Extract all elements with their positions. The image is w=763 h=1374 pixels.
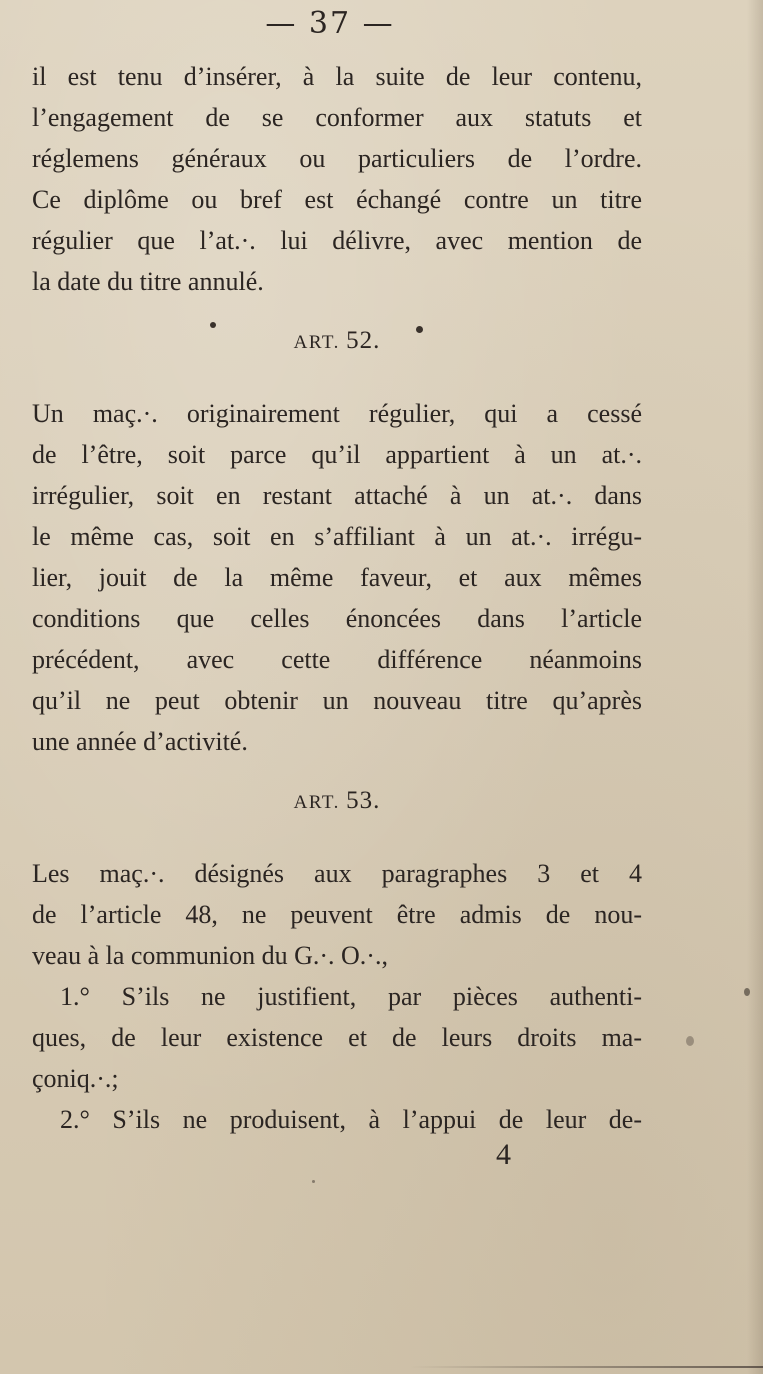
article-52-heading (32, 320, 642, 363)
text-line: 2.° S’ils ne produisent, à l’appui de leur de- (60, 1105, 642, 1134)
text-line: précédent, avec cette différence néanmoins (32, 645, 642, 674)
article-53-heading (32, 780, 642, 823)
paragraph-continuation (32, 56, 642, 302)
text-line: Un maç.·. originairement régulier, qui a cessé (32, 399, 642, 428)
paper-speck (210, 322, 216, 328)
text-line: 1.° S’ils ne justifient, par pièces authenti- (60, 982, 642, 1011)
text-line: la date du titre annulé. (32, 267, 264, 296)
text-line: Ce diplôme ou bref est échangé contre un titre (32, 185, 642, 214)
paper-speck (312, 1180, 315, 1183)
article-label: ART. (293, 792, 340, 813)
bottom-edge-line (410, 1366, 763, 1368)
article-52-text (32, 393, 642, 762)
article-53-item-1 (32, 976, 642, 1017)
text-line: une année d’activité. (32, 727, 248, 756)
text-line: lier, jouit de la même faveur, et aux mêmes (32, 563, 642, 592)
text-line: il est tenu d’insérer, à la suite de leur contenu, (32, 62, 642, 91)
text-line: l’engagement de se conformer aux statuts et (32, 103, 642, 132)
text-line: veau à la communion du G.·. O.·., (32, 941, 388, 970)
text-line: irrégulier, soit en restant attaché à un at.·. dans (32, 481, 642, 510)
text-line: de l’être, soit parce qu’il appartient à un at.·. (32, 440, 642, 469)
paper-speck (686, 1036, 694, 1046)
text-line: conditions que celles énoncées dans l’article (32, 604, 642, 633)
text-line: de l’article 48, ne peuvent être admis de nou- (32, 900, 642, 929)
text-line: ques, de leur existence et de leurs droits ma- (32, 1023, 642, 1052)
page-body (32, 56, 642, 1140)
page-number: — 37 — (265, 6, 395, 41)
article-53-item-2 (32, 1099, 642, 1140)
article-number: 53. (346, 787, 381, 814)
paper-speck (416, 326, 423, 333)
text-line: réglemens généraux ou particuliers de l’ordre. (32, 144, 642, 173)
text-line: régulier que l’at.·. lui délivre, avec mention de (32, 226, 642, 255)
page-edge-shadow (747, 0, 763, 1374)
article-number: 52. (346, 327, 381, 354)
text-line: le même cas, soit en s’affiliant à un at.·. irrégu- (32, 522, 642, 551)
text-line: Les maç.·. désignés aux paragraphes 3 et 4 (32, 859, 642, 888)
article-label: ART. (293, 332, 340, 353)
text-line: çoniq.·.; (32, 1064, 119, 1093)
article-53-text (32, 853, 642, 1140)
signature-mark: 4 (496, 1138, 511, 1171)
text-line: qu’il ne peut obtenir un nouveau titre qu’après (32, 686, 642, 715)
